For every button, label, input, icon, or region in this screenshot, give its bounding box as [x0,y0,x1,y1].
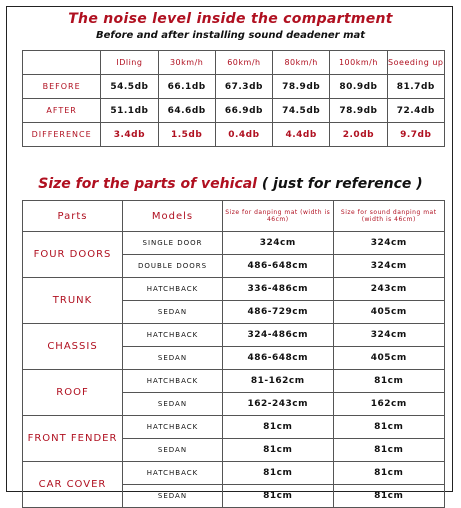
noise-value: 66.9db [215,99,272,123]
noise-level-table [22,50,445,147]
noise-header-cell: 30km/h [158,51,215,75]
difference-value: 2.0db [330,123,387,147]
parts-table-row [23,416,445,439]
model-name: SINGLE DOOR [123,232,223,255]
model-name: DOUBLE DOORS [123,255,223,278]
header-damping-size: Size for danping mat (width is 46cm) [223,201,333,232]
noise-value: 78.9db [273,75,330,99]
noise-value: 72.4db [387,99,444,123]
damping-size: 336-486cm [223,278,333,301]
row-label: AFTER [23,99,101,123]
sound-damping-size: 324cm [333,232,445,255]
noise-row-difference [23,123,445,147]
noise-row-before [23,75,445,99]
damping-size: 81cm [223,462,333,485]
damping-size: 81cm [223,416,333,439]
noise-value: 74.5db [273,99,330,123]
damping-size: 324-486cm [223,324,333,347]
sound-damping-size: 405cm [333,347,445,370]
difference-value: 4.4db [273,123,330,147]
parts-table-row [23,232,445,255]
damping-size: 486-648cm [223,347,333,370]
model-name: SEDAN [123,485,223,508]
noise-value: 64.6db [158,99,215,123]
noise-header-cell: IDling [101,51,158,75]
parts-table-row [23,278,445,301]
damping-size: 486-648cm [223,255,333,278]
noise-header-cell: 100km/h [330,51,387,75]
model-name: SEDAN [123,347,223,370]
part-name: ROOF [23,370,123,416]
part-name: CAR COVER [23,462,123,508]
model-name: HATCHBACK [123,324,223,347]
section-title-note: ( just for reference ) [261,176,423,192]
noise-value: 54.5db [101,75,158,99]
model-name: HATCHBACK [123,278,223,301]
difference-value: 3.4db [101,123,158,147]
parts-size-table [22,200,445,508]
noise-value: 51.1db [101,99,158,123]
part-name: CHASSIS [23,324,123,370]
model-name: HATCHBACK [123,370,223,393]
noise-value: 78.9db [330,99,387,123]
sound-damping-size: 81cm [333,416,445,439]
sound-damping-size: 243cm [333,278,445,301]
noise-value: 66.1db [158,75,215,99]
header-parts: Parts [23,201,123,232]
section-title-main: Size for the parts of vehical [38,176,257,192]
noise-value: 81.7db [387,75,444,99]
damping-size: 81cm [223,485,333,508]
noise-header-cell: 60km/h [215,51,272,75]
model-name: HATCHBACK [123,416,223,439]
damping-size: 162-243cm [223,393,333,416]
header-models: Models [123,201,223,232]
damping-size: 81cm [223,439,333,462]
noise-header-cell [23,51,101,75]
difference-value: 0.4db [215,123,272,147]
sound-damping-size: 324cm [333,255,445,278]
page-subtitle: Before and after installing sound deadener mat [95,30,366,41]
model-name: HATCHBACK [123,462,223,485]
sound-damping-size: 81cm [333,370,445,393]
noise-header-cell: 80km/h [273,51,330,75]
model-name: SEDAN [123,301,223,324]
parts-table-row [23,324,445,347]
damping-size: 324cm [223,232,333,255]
row-label: DIFFERENCE [23,123,101,147]
damping-size: 486-729cm [223,301,333,324]
part-name: FRONT FENDER [23,416,123,462]
noise-row-after [23,99,445,123]
parts-table-row [23,462,445,485]
row-label: BEFORE [23,75,101,99]
difference-value: 1.5db [158,123,215,147]
sound-damping-size: 324cm [333,324,445,347]
noise-header-cell: Soeeding up [387,51,444,75]
difference-value: 9.7db [387,123,444,147]
model-name: SEDAN [123,393,223,416]
sound-damping-size: 81cm [333,462,445,485]
sound-damping-size: 405cm [333,301,445,324]
section-title [0,176,461,192]
parts-table-row [23,370,445,393]
part-name: TRUNK [23,278,123,324]
parts-table-header-row [23,201,445,232]
part-name: FOUR DOORS [23,232,123,278]
parts-table-body [23,201,445,508]
noise-value: 80.9db [330,75,387,99]
noise-table-header-row [23,51,445,75]
page-title: The noise level inside the compartment [68,11,393,27]
model-name: SEDAN [123,439,223,462]
damping-size: 81-162cm [223,370,333,393]
sound-damping-size: 81cm [333,485,445,508]
sound-damping-size: 162cm [333,393,445,416]
header-sound-size: Size for sound danping mat (width is 46cm) [333,201,445,232]
noise-value: 67.3db [215,75,272,99]
sound-damping-size: 81cm [333,439,445,462]
